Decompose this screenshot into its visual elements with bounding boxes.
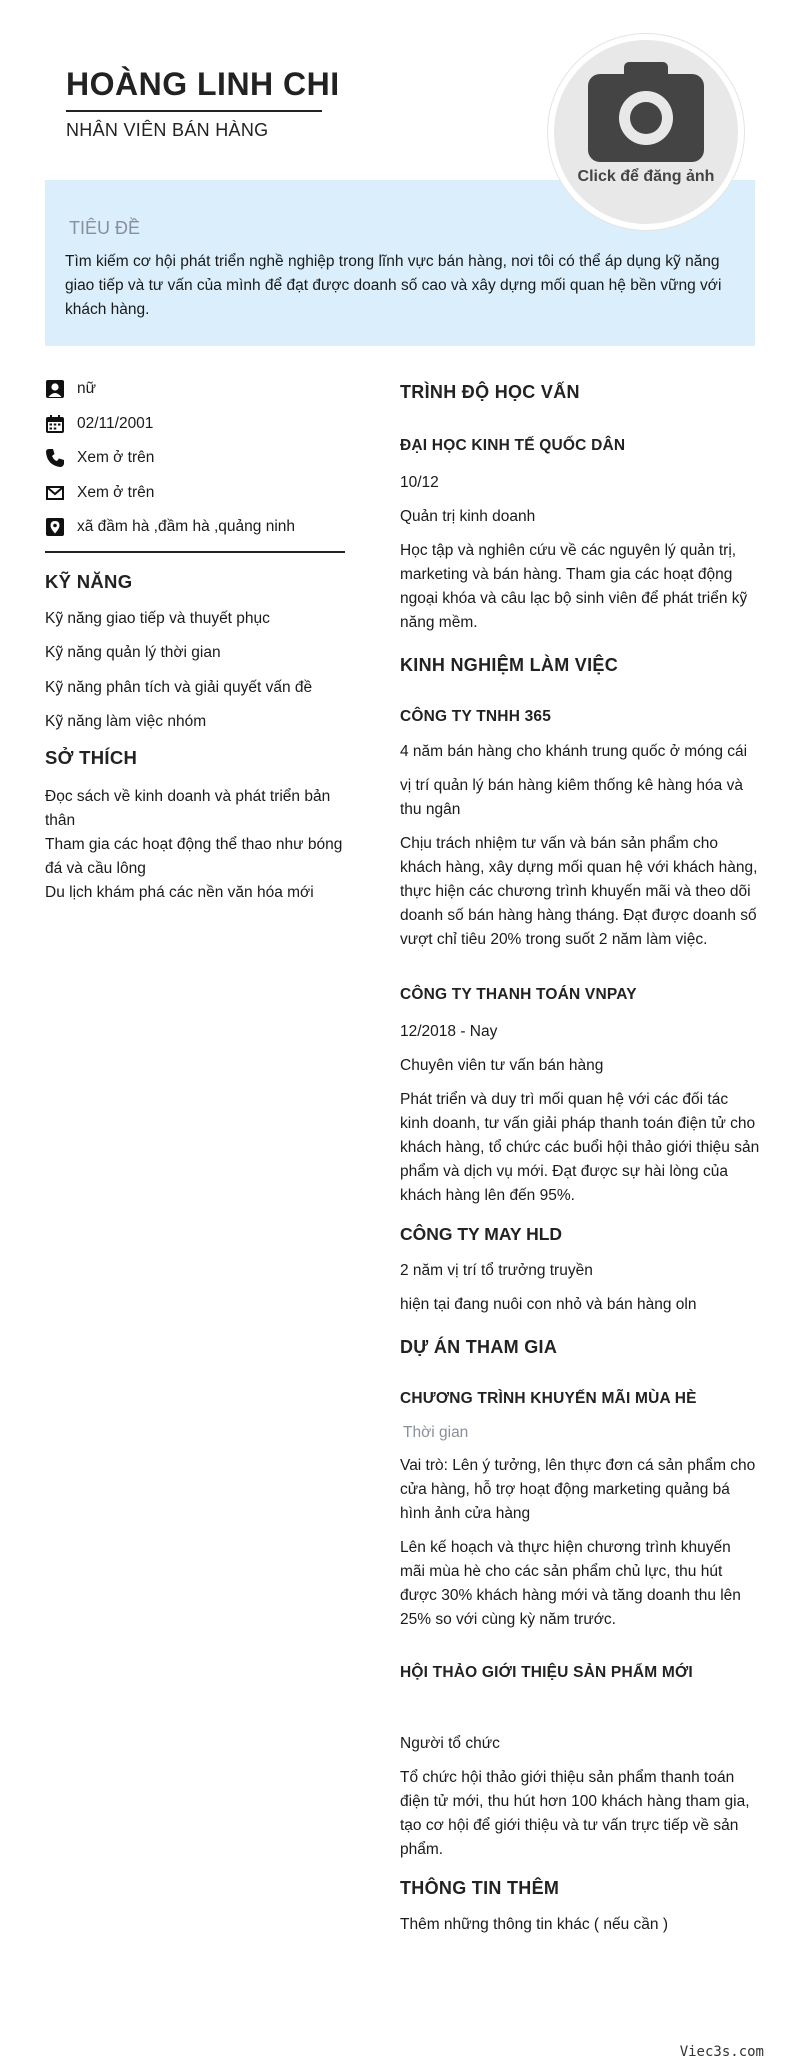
contact-divider [45,551,345,553]
job-position: Chuyên viên tư vấn bán hàng [400,1057,604,1074]
phone-icon [45,448,65,468]
project-description: Lên kế hoạch và thực hiện chương trình khuyến mãi mùa hè cho các sản phẩm chủ lực, thu hút được 30% khách hàng mới và tăng doanh thu lên 25% so với cùng kỳ năm trước. [400,1539,741,1628]
email-icon [45,483,65,503]
skill-list [45,609,345,747]
job-company: CÔNG TY THANH TOÁN VNPAY [400,986,637,1003]
skill-item: Kỹ năng làm việc nhóm [45,713,207,730]
experience-title: KINH NGHIỆM LÀM VIỆC [400,655,619,675]
project-description: Tổ chức hội thảo giới thiệu sản phẩm thanh toán điện tử mới, thu hút hơn 100 khách hàng tham gia, tạo cơ hội để giới thiệu và tư vấn trực tiếp về sản phẩm. [400,1769,750,1858]
education-school: ĐẠI HỌC KINH TẾ QUỐC DÂN [400,437,626,454]
contact-value: xã đầm hà ,đầm hà ,quảng ninh [77,518,296,536]
job-description: Phát triển và duy trì mối quan hệ với các đối tác kinh doanh, tư vấn giải pháp thanh toán điện tử cho khách hàng, tổ chức các buổi hội thảo giới thiệu sản phẩm và dịch vụ mới. Đạt được sự hài lòng của khách hàng lên đến 95%. [400,1091,760,1204]
contact-value: Xem ở trên [77,483,155,501]
contact-email [45,476,345,511]
job-company: CÔNG TY MAY HLD [400,1224,563,1244]
hobby-list [45,785,345,905]
hobby-item: Đọc sách về kinh doanh và phát triển bản thân [45,787,331,829]
location-icon [45,517,65,537]
objective-text: Tìm kiếm cơ hội phát triển nghề nghiệp trong lĩnh vực bán hàng, nơi tôi có thể áp dụng kỹ năng giao tiếp và tư vấn của mình để đạt được doanh số cao và xây dựng mối quan hệ bền vững với khách hàng. [65,253,722,318]
person-icon [45,379,65,399]
contact-value: Xem ở trên [77,449,155,467]
job-time: 4 năm bán hàng cho khánh trung quốc ở móng cái [400,743,748,760]
calendar-icon [45,414,65,434]
candidate-name: HOÀNG LINH CHI [66,66,340,102]
photo-upload[interactable] [548,34,744,230]
project-role: Người tổ chức [400,1735,500,1752]
education-description: Học tập và nghiên cứu về các nguyên lý quản trị, marketing và bán hàng. Tham gia các hoạt động ngoại khóa và câu lạc bộ sinh viên để phát triển kỹ năng mềm. [400,542,748,631]
contact-address [45,510,345,545]
contact-gender [45,372,345,407]
job-time: 12/2018 - Nay [400,1023,498,1040]
project-time: Thời gian [403,1424,469,1441]
additional-title: THÔNG TIN THÊM [400,1878,560,1898]
job-time: 2 năm vị trí tổ trưởng truyền [400,1262,593,1279]
skill-item: Kỹ năng giao tiếp và thuyết phục [45,609,270,627]
photo-caption: Click để đăng ảnh [577,168,715,185]
contact-value: 02/11/2001 [77,414,154,432]
contact-birthday [45,407,345,442]
job-title: NHÂN VIÊN BÁN HÀNG [66,120,269,140]
camera-icon [588,62,704,162]
right-column [400,382,760,1937]
watermark: Viec3s.com [679,2044,764,2060]
hobby-item: Tham gia các hoạt động thể thao như bóng đá và cầu lông [45,835,343,877]
education-title: TRÌNH ĐỘ HỌC VẤN [400,382,580,402]
job-company: CÔNG TY TNHH 365 [400,708,552,725]
project-name: CHƯƠNG TRÌNH KHUYẾN MÃI MÙA HÈ [400,1390,697,1407]
education-time: 10/12 [400,474,439,491]
project-role: Vai trò: Lên ý tưởng, lên thực đơn cá sản phẩm cho cửa hàng, hỗ trợ hoạt động marketing quảng bá hình ảnh cửa hàng [400,1457,756,1522]
job-position: vị trí quản lý bán hàng kiêm thống kê hàng hóa và thu ngân [400,777,743,818]
education-major: Quản trị kinh doanh [400,508,536,525]
contact-value: nữ [77,380,96,398]
additional-text: Thêm những thông tin khác ( nếu cần ) [400,1916,669,1933]
projects-title: DỰ ÁN THAM GIA [400,1337,558,1357]
hobbies-title: SỞ THÍCH [45,746,138,768]
job-position: hiện tại đang nuôi con nhỏ và bán hàng oln [400,1296,697,1313]
skill-item: Kỹ năng phân tích và giải quyết vấn đề [45,678,313,696]
objective-heading: TIÊU ĐỀ [69,218,141,238]
hobby-item: Du lịch khám phá các nền văn hóa mới [45,883,314,901]
left-column [45,372,345,905]
skill-item: Kỹ năng quản lý thời gian [45,644,221,661]
name-underline [66,110,322,112]
skills-title: KỸ NĂNG [45,570,133,592]
contact-phone [45,441,345,476]
job-description: Chịu trách nhiệm tư vấn và bán sản phẩm cho khách hàng, xây dựng mối quan hệ với khách hàng, thực hiện các chương trình khuyến mãi và theo dõi doanh số bán hàng hàng tháng. Đạt được doanh số vượt chỉ tiêu 20% trong suốt 2 năm làm việc. [400,835,758,948]
project-name: HỘI THẢO GIỚI THIỆU SẢN PHẨM MỚI [400,1664,693,1681]
